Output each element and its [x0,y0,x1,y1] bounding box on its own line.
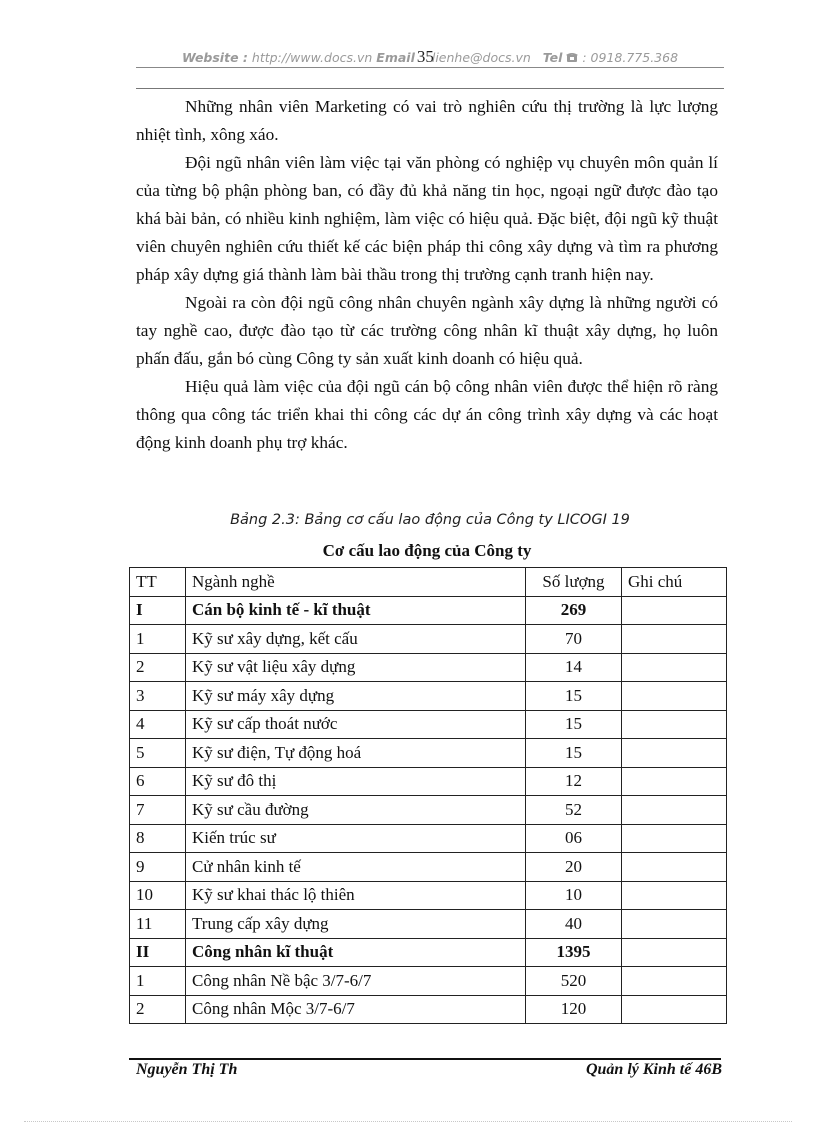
tel-value: : 0918.775.368 [582,50,679,65]
header-divider-lower [136,88,724,89]
tt-cell: 7 [130,796,186,825]
quantity-cell: 269 [526,596,622,625]
tt-cell: 3 [130,682,186,711]
tt-cell: 9 [130,853,186,882]
header-cell: Ghi chú [622,568,727,597]
quantity-cell: 15 [526,682,622,711]
occupation-cell: Kỹ sư cầu đường [186,796,526,825]
tt-cell: 2 [130,995,186,1024]
quantity-cell: 52 [526,796,622,825]
occupation-cell: Kỹ sư vật liệu xây dựng [186,653,526,682]
tt-cell: 5 [130,739,186,768]
occupation-cell: Kỹ sư điện, Tự động hoá [186,739,526,768]
note-cell [622,910,727,939]
email-label: Email [376,50,415,65]
tt-cell: II [130,938,186,967]
note-cell [622,682,727,711]
note-cell [622,710,727,739]
quantity-cell: 12 [526,767,622,796]
note-cell [622,625,727,654]
page-edge [24,1121,792,1122]
table-row [130,881,727,910]
table-row [130,995,727,1024]
footer-author: Nguyễn Thị Th [136,1061,238,1078]
tel-label: Tel [542,50,563,65]
paragraph: Đội ngũ nhân viên làm việc tại văn phòng có nghiệp vụ chuyên môn quản lí của từng bộ phận phòng ban, có đầy đủ khả năng tin học, ngoại ngữ được đào tạo khá bài bản, có nhiều kinh nghiệm, làm việc có hiệu quả. Đặc biệt, đội ngũ kỹ thuật viên chuyên nghiên cứu thiết kế các biện pháp thi công xây dựng và tìm ra phương pháp xây dựng giá thành làm bài thầu trong thị trường cạnh tranh hiện nay. [136,153,718,284]
tt-cell: 1 [130,967,186,996]
footer-divider [129,1058,721,1060]
quantity-cell: 15 [526,710,622,739]
table-row [130,767,727,796]
note-cell [622,938,727,967]
email-link[interactable]: lienhe@docs.vn [431,50,531,65]
table-row [130,625,727,654]
note-cell [622,967,727,996]
table-row [130,824,727,853]
quantity-cell: 20 [526,853,622,882]
quantity-cell: 15 [526,739,622,768]
tt-cell: 4 [130,710,186,739]
website-label: Website : [181,50,248,65]
table-row [130,910,727,939]
occupation-cell: Cán bộ kinh tế - kĩ thuật [186,596,526,625]
paragraph: Ngoài ra còn đội ngũ công nhân chuyên ngành xây dựng là những người có tay nghề cao, được đào tạo từ các trường công nhân kĩ thuật xây dựng, họ luôn phấn đấu, gắn bó cùng Công ty sản xuất kinh doanh có hiệu quả. [136,293,718,368]
tt-cell: 6 [130,767,186,796]
note-cell [622,796,727,825]
tt-cell: 1 [130,625,186,654]
page-number: 35 [416,47,434,66]
note-cell [622,767,727,796]
website-link[interactable]: http://www.docs.vn [251,50,373,65]
quantity-cell: 40 [526,910,622,939]
table-row [130,938,727,967]
table-row [130,710,727,739]
tt-cell: 8 [130,824,186,853]
quantity-cell: 70 [526,625,622,654]
paragraph: Những nhân viên Marketing có vai trò nghiên cứu thị trường là lực lượng nhiệt tình, xông xáo. [136,97,718,144]
tt-cell: I [130,596,186,625]
tt-cell: 11 [130,910,186,939]
labor-structure-table [129,567,727,1024]
table-header-row [130,568,727,597]
tt-cell: 2 [130,653,186,682]
occupation-cell: Kỹ sư khai thác lộ thiên [186,881,526,910]
page-footer [136,1061,722,1079]
occupation-cell: Công nhân Mộc 3/7-6/7 [186,995,526,1024]
quantity-cell: 520 [526,967,622,996]
paragraph: Hiệu quả làm việc của đội ngũ cán bộ công nhân viên được thể hiện rõ ràng thông qua công tác triển khai thi công các dự án công trình xây dựng và các hoạt động kinh doanh phụ trợ khác. [136,377,718,452]
table-row [130,853,727,882]
occupation-cell: Kỹ sư cấp thoát nước [186,710,526,739]
occupation-cell: Kiến trúc sư [186,824,526,853]
quantity-cell: 120 [526,995,622,1024]
footer-class: Quản lý Kinh tế 46B [585,1061,722,1078]
occupation-cell: Kỹ sư máy xây dựng [186,682,526,711]
note-cell [622,881,727,910]
occupation-cell: Công nhân Nề bậc 3/7-6/7 [186,967,526,996]
note-cell [622,653,727,682]
header-cell: Số lượng [526,568,622,597]
quantity-cell: 10 [526,881,622,910]
header-cell: Ngành nghề [186,568,526,597]
page-header [136,47,724,67]
table-caption: Bảng 2.3: Bảng cơ cấu lao động của Công ty LICOGI 19 [230,512,630,528]
body-text [136,93,718,457]
note-cell [622,596,727,625]
occupation-cell: Trung cấp xây dựng [186,910,526,939]
table-row [130,596,727,625]
header-divider [136,67,724,68]
note-cell [622,853,727,882]
occupation-cell: Cử nhân kinh tế [186,853,526,882]
table-row [130,682,727,711]
occupation-cell: Công nhân kĩ thuật [186,938,526,967]
tt-cell: 10 [130,881,186,910]
note-cell [622,824,727,853]
note-cell [622,995,727,1024]
table-row [130,796,727,825]
quantity-cell: 06 [526,824,622,853]
note-cell [622,739,727,768]
table-title: Cơ cấu lao động của Công ty [322,541,532,560]
occupation-cell: Kỹ sư đô thị [186,767,526,796]
table-row [130,967,727,996]
quantity-cell: 1395 [526,938,622,967]
quantity-cell: 14 [526,653,622,682]
table-row [130,653,727,682]
occupation-cell: Kỹ sư xây dựng, kết cấu [186,625,526,654]
phone-icon [566,50,578,65]
table-row [130,739,727,768]
header-cell: TT [130,568,186,597]
